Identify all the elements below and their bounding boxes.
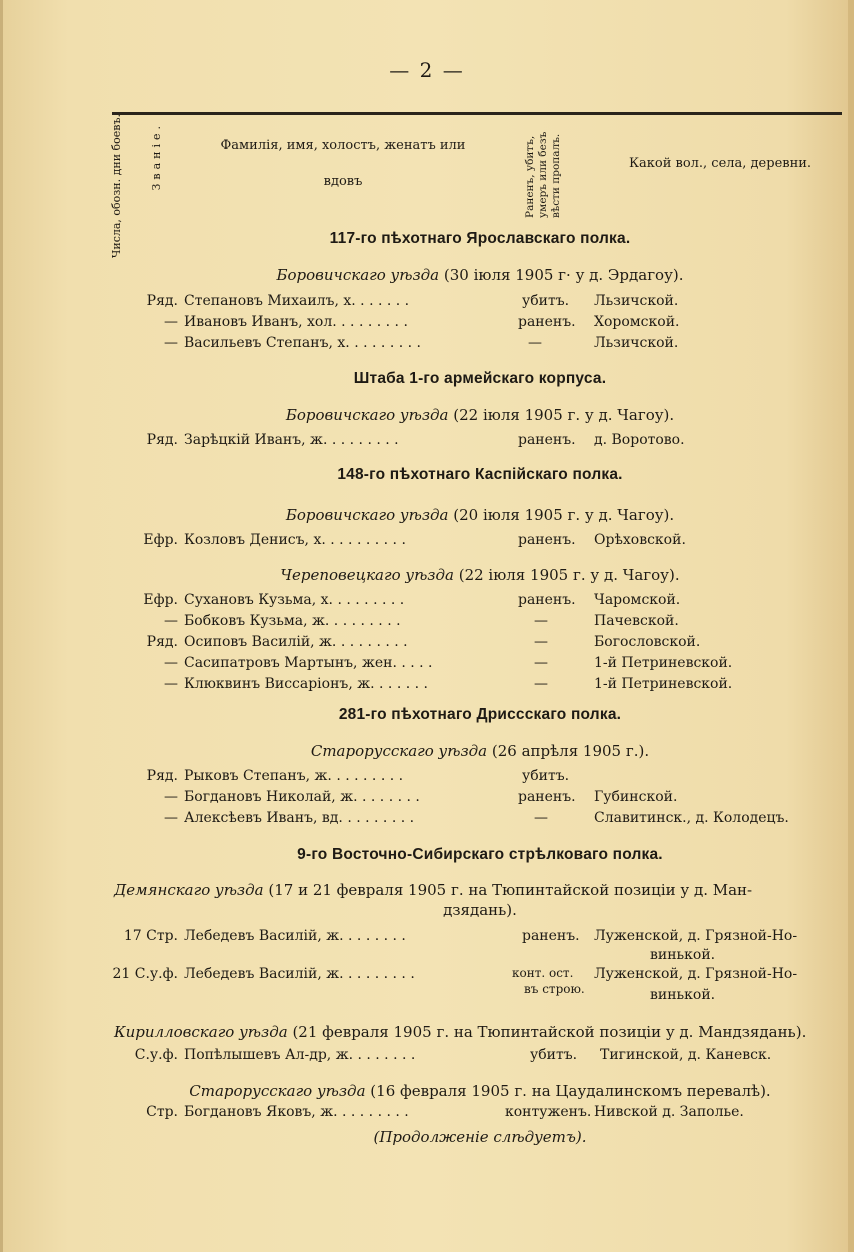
table-row bbox=[0, 592, 854, 612]
row-dots: . . . . . . . . bbox=[336, 634, 408, 650]
section-title: 281-го пѣхотнаго Дриссскаго полка. bbox=[338, 706, 622, 723]
row-status: — bbox=[534, 810, 548, 826]
row-place-line1: Луженской, д. Грязной-Но- bbox=[594, 928, 798, 944]
row-status: — bbox=[534, 613, 548, 629]
district-name: Боровичскаго уѣзда bbox=[276, 266, 440, 284]
row-rank: — bbox=[164, 810, 178, 826]
district-info: (20 іюля 1905 г. у д. Чагоу). bbox=[453, 506, 675, 524]
row-dots: . . . . . . . . bbox=[337, 1104, 409, 1120]
table-row bbox=[0, 293, 854, 313]
row-place-line2: винькой. bbox=[650, 947, 716, 963]
row-status: убитъ. bbox=[530, 1047, 578, 1063]
row-dots: . . . . . . . . bbox=[333, 592, 405, 608]
section-title: 148-го пѣхотнаго Каспійскаго полка. bbox=[337, 466, 623, 483]
table-row bbox=[0, 810, 854, 830]
section-title: 9-го Восточно-Сибирскаго стрѣлковаго полка. bbox=[297, 846, 663, 863]
row-name: Степановъ Михаилъ, х. bbox=[184, 293, 356, 309]
row-name: Богдановъ Николай, ж. bbox=[184, 789, 358, 805]
section-title: Штаба 1-го армейскаго корпуса. bbox=[353, 370, 607, 387]
row-dots: . . . . . . . . . bbox=[325, 532, 406, 548]
row-name: Козловъ Денисъ, х. bbox=[184, 532, 326, 548]
row-status: раненъ. bbox=[518, 789, 576, 805]
table-row bbox=[0, 1104, 854, 1124]
header-col-date: Числа, обозн. дни боевъ. bbox=[110, 114, 123, 259]
row-name: Рыковъ Степанъ, ж. bbox=[184, 768, 332, 784]
district-info-line2: дзядань). bbox=[443, 901, 517, 919]
district-line bbox=[110, 566, 850, 584]
row-place: Богословской. bbox=[594, 634, 701, 650]
district-line bbox=[110, 742, 850, 760]
row-name: Осиповъ Василій, ж. bbox=[184, 634, 337, 650]
table-row bbox=[0, 314, 854, 334]
row-name: Ивановъ Иванъ, хол. bbox=[184, 314, 337, 330]
header-col-rank: Званіе. bbox=[150, 122, 163, 191]
table-row bbox=[0, 335, 854, 355]
row-status: раненъ. bbox=[522, 928, 580, 944]
row-place: Нивской д. Заполье. bbox=[594, 1104, 744, 1120]
header-col-place: Какой вол., села, деревни. bbox=[628, 156, 812, 171]
header-col-status: Раненъ, убитъ, умеръ или безъ вѣсти пропалъ. bbox=[524, 131, 562, 218]
row-name: Алексѣевъ Иванъ, вд. bbox=[184, 810, 343, 826]
table-row bbox=[0, 768, 854, 788]
row-dots: . . . . . . . . bbox=[331, 768, 404, 784]
district-name: Старорусскаго уѣзда bbox=[310, 742, 488, 760]
row-status: — bbox=[534, 676, 548, 692]
row-dots: . . . . . . . bbox=[343, 928, 406, 944]
row-place-line2: винькой. bbox=[650, 987, 716, 1003]
district-line bbox=[114, 880, 844, 900]
district-name: Демянскаго уѣзда bbox=[114, 881, 264, 899]
row-name: Сухановъ Кузьма, х. bbox=[184, 592, 334, 608]
row-status: убитъ. bbox=[522, 293, 570, 309]
row-dots: . . . . . . . . bbox=[342, 810, 415, 826]
table-row bbox=[0, 928, 854, 948]
row-dots: . . . . . . bbox=[374, 676, 428, 692]
row-rank: Ряд. bbox=[146, 293, 178, 309]
district-info: (16 февраля 1905 г. на Цаудалинскомъ перевалѣ). bbox=[370, 1082, 771, 1100]
district-name: Старорусскаго уѣзда bbox=[189, 1082, 366, 1100]
table-row bbox=[0, 789, 854, 809]
row-place: 1-й Петриневской. bbox=[594, 676, 733, 692]
district-name: Боровичскаго уѣзда bbox=[285, 506, 449, 524]
row-rank: Ряд. bbox=[146, 768, 178, 784]
district-line bbox=[114, 1022, 854, 1042]
row-place: Хоромской. bbox=[594, 314, 680, 330]
row-dots: . . . . . . . . bbox=[349, 335, 421, 351]
row-name: Зарѣцкій Иванъ, ж. bbox=[184, 432, 328, 448]
row-rank: Ряд. bbox=[146, 634, 178, 650]
row-place: д. Воротово. bbox=[594, 432, 685, 448]
row-status-line1: конт. ост. bbox=[512, 966, 574, 980]
table-row bbox=[0, 432, 854, 452]
district-info: (22 іюля 1905 г. у д. Чагоу). bbox=[453, 406, 675, 424]
district-info-line1: (17 и 21 февраля 1905 г. на Тюпинтайской позиціи у д. Ман- bbox=[268, 881, 753, 899]
table-row bbox=[0, 634, 854, 654]
row-place: Льзичской. bbox=[594, 293, 679, 309]
row-name: Клюквинъ Виссаріонъ, ж. bbox=[184, 676, 375, 692]
row-rank: — bbox=[164, 335, 178, 351]
district-line bbox=[110, 266, 850, 284]
table-row bbox=[0, 532, 854, 552]
row-dots: . . . . . . . . bbox=[329, 613, 401, 629]
row-place: Пачевской. bbox=[594, 613, 679, 629]
row-dots: . . . . . . . . bbox=[327, 432, 399, 448]
section-title: 117-го пѣхотнаго Ярославскаго полка. bbox=[329, 230, 631, 247]
row-dots: . . . . . . . bbox=[357, 789, 420, 805]
row-place: Орѣховской. bbox=[594, 532, 686, 548]
district-info: (21 февраля 1905 г. на Тюпинтайской позиціи у д. Мандзядань). bbox=[292, 1023, 807, 1041]
row-status: раненъ. bbox=[518, 532, 576, 548]
row-place-line1: Луженской, д. Грязной-Но- bbox=[594, 966, 798, 982]
row-rank: С.у.ф. bbox=[134, 1047, 178, 1063]
district-line bbox=[110, 506, 850, 524]
row-dots: . . . . . . bbox=[355, 293, 410, 309]
page-number: — 2 — bbox=[389, 58, 465, 82]
row-rank: — bbox=[164, 789, 178, 805]
district-info: (26 апрѣля 1905 г.). bbox=[491, 742, 650, 760]
row-status: раненъ. bbox=[518, 592, 576, 608]
row-dots: . . . . bbox=[396, 655, 433, 671]
row-name: Сасипатровъ Мартынъ, жен. bbox=[184, 655, 397, 671]
row-status: — bbox=[528, 335, 542, 351]
row-status-line2: въ строю. bbox=[524, 982, 585, 996]
table-row bbox=[0, 966, 854, 1006]
row-name: Богдановъ Яковъ, ж. bbox=[184, 1104, 338, 1120]
row-rank: — bbox=[164, 314, 178, 330]
row-rank: 17 Стр. bbox=[123, 928, 178, 944]
row-place: Тигинской, д. Каневск. bbox=[600, 1047, 772, 1063]
row-place: 1-й Петриневской. bbox=[594, 655, 733, 671]
district-name: Череповецкаго уѣзда bbox=[280, 566, 454, 584]
table-row bbox=[0, 655, 854, 675]
row-rank: Ефр. bbox=[143, 592, 178, 608]
row-status: — bbox=[534, 634, 548, 650]
row-dots: . . . . . . . . bbox=[343, 966, 415, 982]
row-status: раненъ. bbox=[518, 432, 576, 448]
row-status: — bbox=[534, 655, 548, 671]
row-status: раненъ. bbox=[518, 314, 576, 330]
row-name: Лебедевъ Василій, ж. bbox=[184, 928, 344, 944]
row-rank: — bbox=[164, 613, 178, 629]
row-place: Льзичской. bbox=[594, 335, 679, 351]
row-status: убитъ. bbox=[522, 768, 570, 784]
district-info: (30 іюля 1905 г· у д. Эрдагоу). bbox=[443, 266, 684, 284]
row-rank: — bbox=[164, 655, 178, 671]
row-name: Лебедевъ Василій, ж. bbox=[184, 966, 344, 982]
row-place: Славитинск., д. Колодецъ. bbox=[594, 810, 789, 826]
row-place: Губинской. bbox=[594, 789, 678, 805]
row-dots: . . . . . . . bbox=[353, 1047, 416, 1063]
row-name: Попѣлышевъ Ал-др, ж. bbox=[184, 1047, 354, 1063]
table-row bbox=[0, 613, 854, 633]
district-info: (22 іюля 1905 г. у д. Чагоу). bbox=[458, 566, 680, 584]
district-name: Боровичскаго уѣзда bbox=[285, 406, 449, 424]
row-rank: 21 С.у.ф. bbox=[112, 966, 178, 982]
row-dots: . . . . . . . . bbox=[336, 314, 408, 330]
row-name: Бобковъ Кузьма, ж. bbox=[184, 613, 330, 629]
header-rule bbox=[112, 112, 842, 115]
row-rank: Ефр. bbox=[143, 532, 178, 548]
header-col-name-line1: Фамилія, имя, холостъ, женатъ или bbox=[220, 138, 466, 153]
district-line bbox=[110, 406, 850, 424]
row-place: Чаромской. bbox=[594, 592, 681, 608]
table-row bbox=[0, 676, 854, 696]
row-rank: Ряд. bbox=[146, 432, 178, 448]
continuation-note: (Продолженіе слѣдуетъ). bbox=[373, 1128, 587, 1146]
table-row bbox=[0, 1047, 854, 1067]
row-name: Васильевъ Степанъ, х. bbox=[184, 335, 350, 351]
row-rank: Стр. bbox=[146, 1104, 178, 1120]
header-col-name-line2: вдовъ bbox=[323, 174, 363, 189]
row-rank: — bbox=[164, 676, 178, 692]
district-name: Кирилловскаго уѣзда bbox=[114, 1023, 288, 1041]
table-row-continuation bbox=[0, 947, 854, 967]
district-line bbox=[110, 1082, 850, 1100]
row-status: контуженъ. bbox=[505, 1104, 592, 1120]
